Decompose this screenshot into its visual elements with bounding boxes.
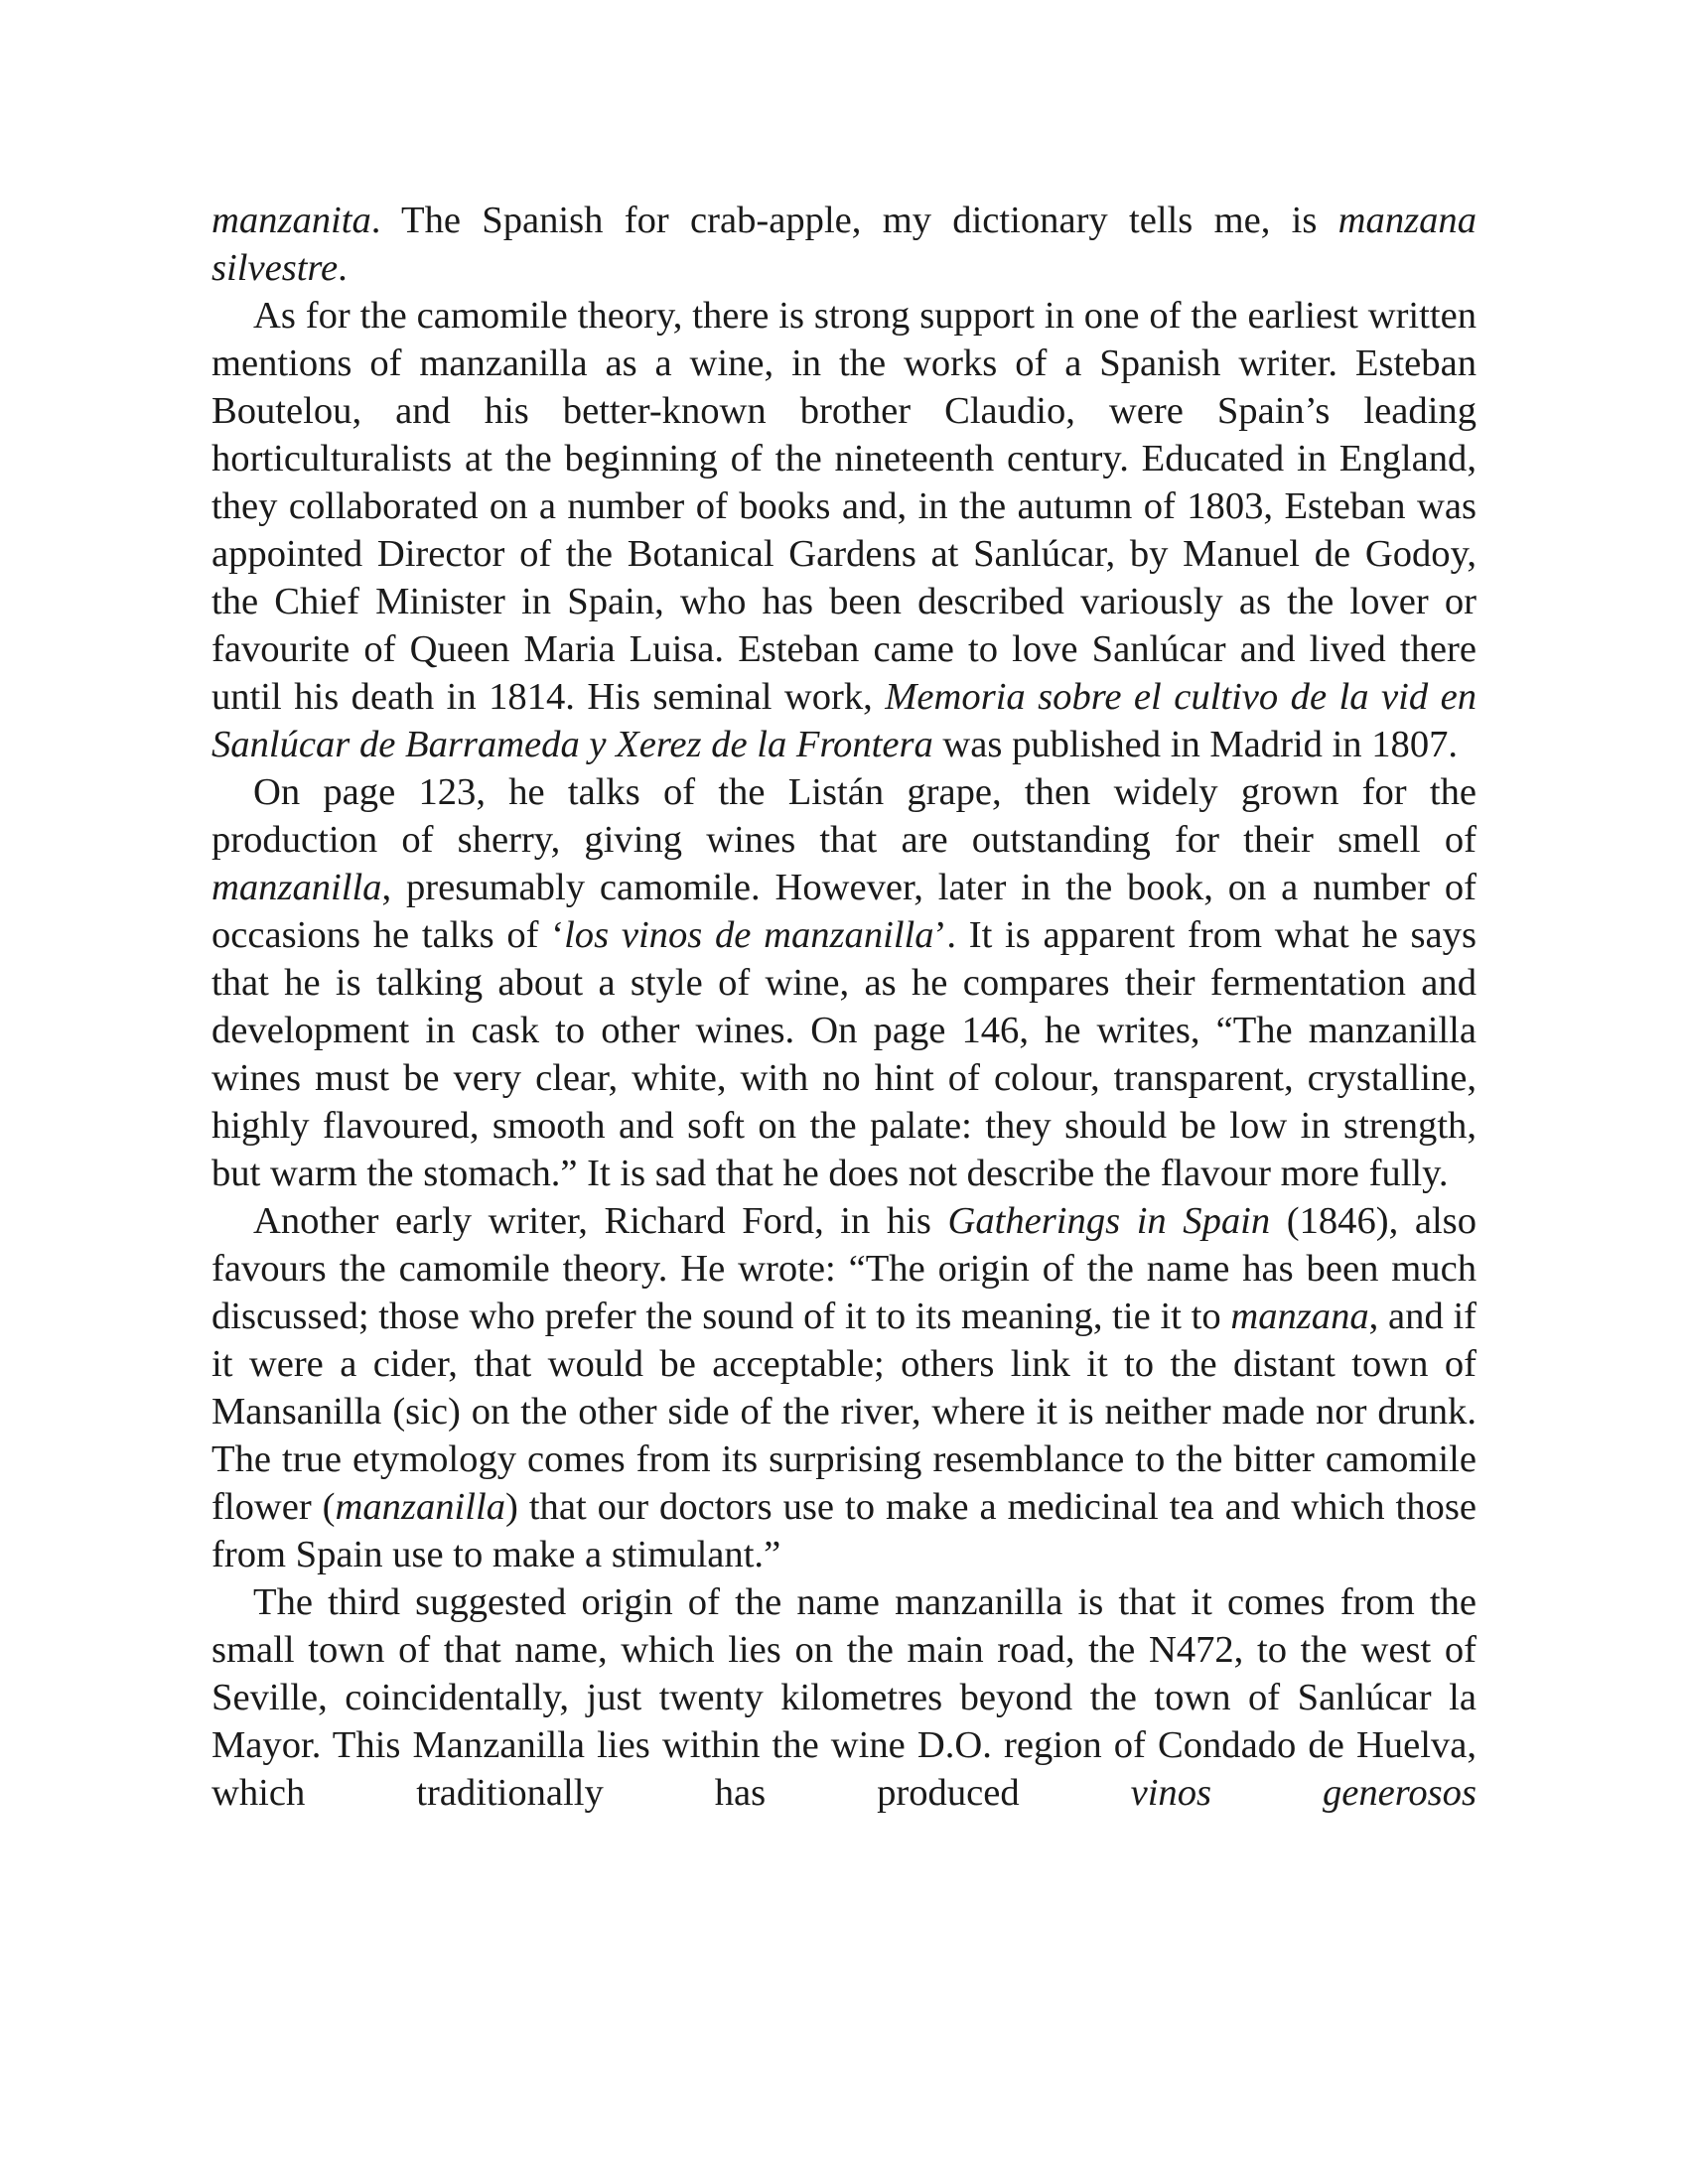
paragraph-4-segment-1: Another early writer, Richard Ford, in his bbox=[253, 1200, 948, 1242]
page-body bbox=[211, 197, 1477, 1817]
paragraph-4 bbox=[211, 1197, 1477, 1578]
paragraph-2-segment-1: As for the camomile theory, there is strong support in one of the earliest written mentions of manzanilla as a wine, in the works of a Spanish writer. Esteban Boutelou, and his better-known brother Claudio, were Spain’s leading horticulturalists at the beginning of the nineteenth century. Educated in England, they collaborated on a number of books and, in the autumn of 1803, Esteban was appointed Director of the Botanical Gardens at Sanlúcar, by Manuel de Godoy, the Chief Minister in Spain, who has been described variously as the lover or favourite of Queen Maria Luisa. Esteban came to love Sanlúcar and lived there until his death in 1814. His seminal work, bbox=[211, 295, 1477, 718]
paragraph-4-segment-7: ) that our doctors use to make a medicinal tea and which those from Spain use to make a stimulant.” bbox=[211, 1486, 1477, 1575]
paragraph-1-segment-2: . The Spanish for crab-apple, my dictionary tells me, is bbox=[370, 200, 1338, 241]
paragraph-3 bbox=[211, 768, 1477, 1197]
paragraph-4-segment-4: manzana bbox=[1230, 1296, 1369, 1337]
paragraph-2 bbox=[211, 292, 1477, 768]
paragraph-1-segment-4: . bbox=[338, 247, 348, 289]
paragraph-5-segment-1: The third suggested origin of the name manzanilla is that it comes from the small town of that name, which lies on the main road, the N472, to the west of Seville, coincidentally, just twenty kilometres beyond the town of Sanlúcar la Mayor. This Manzanilla lies within the wine D.O. region of Condado de Huelva, which traditionally has produced bbox=[211, 1581, 1477, 1814]
paragraph-4-segment-2: Gatherings in Spain bbox=[947, 1200, 1271, 1242]
paragraph-1 bbox=[211, 197, 1477, 292]
paragraph-4-segment-5: , and if it were a cider, that would be acceptable; others link it to the distant town of Mansanilla (sic) on the other side of the river, where it is neither made nor drunk. The true etymology comes from its surprising resemblance to the bitter camomile flower ( bbox=[211, 1296, 1477, 1528]
paragraph-3-segment-3: , presumably camomile. However, later in the book, on a number of occasions he talks of ‘ bbox=[211, 867, 1477, 956]
paragraph-1-segment-3: manzana silvestre bbox=[211, 200, 1477, 289]
paragraph-1-segment-1: manzanita bbox=[211, 200, 371, 241]
paragraph-4-segment-3: (1846), also favours the camomile theory. He wrote: “The origin of the name has been much discussed; those who prefer the sound of it to its meaning, tie it to bbox=[211, 1200, 1477, 1337]
paragraph-3-segment-1: On page 123, he talks of the Listán grape, then widely grown for the production of sherry, giving wines that are outstanding for their smell of bbox=[211, 771, 1477, 861]
paragraph-2-segment-2: Memoria sobre el cultivo de la vid en Sanlúcar de Barrameda y Xerez de la Frontera bbox=[211, 676, 1477, 765]
paragraph-5-segment-2: vinos generosos bbox=[1130, 1772, 1477, 1814]
paragraph-2-segment-3: was published in Madrid in 1807. bbox=[932, 724, 1459, 765]
paragraph-3-segment-4: los vinos de manzanilla bbox=[564, 914, 934, 956]
paragraph-4-segment-6: manzanilla bbox=[335, 1486, 505, 1528]
paragraph-5 bbox=[211, 1578, 1477, 1817]
paragraph-3-segment-2: manzanilla bbox=[211, 867, 382, 908]
paragraph-3-segment-5: ’. It is apparent from what he says that he is talking about a style of wine, as he compares their fermentation and development in cask to other wines. On page 146, he writes, “The manzanilla wines must be very clear, white, with no hint of colour, transparent, crystalline, highly flavoured, smooth and soft on the palate: they should be low in strength, but warm the stomach.” It is sad that he does not describe the flavour more fully. bbox=[211, 914, 1477, 1194]
